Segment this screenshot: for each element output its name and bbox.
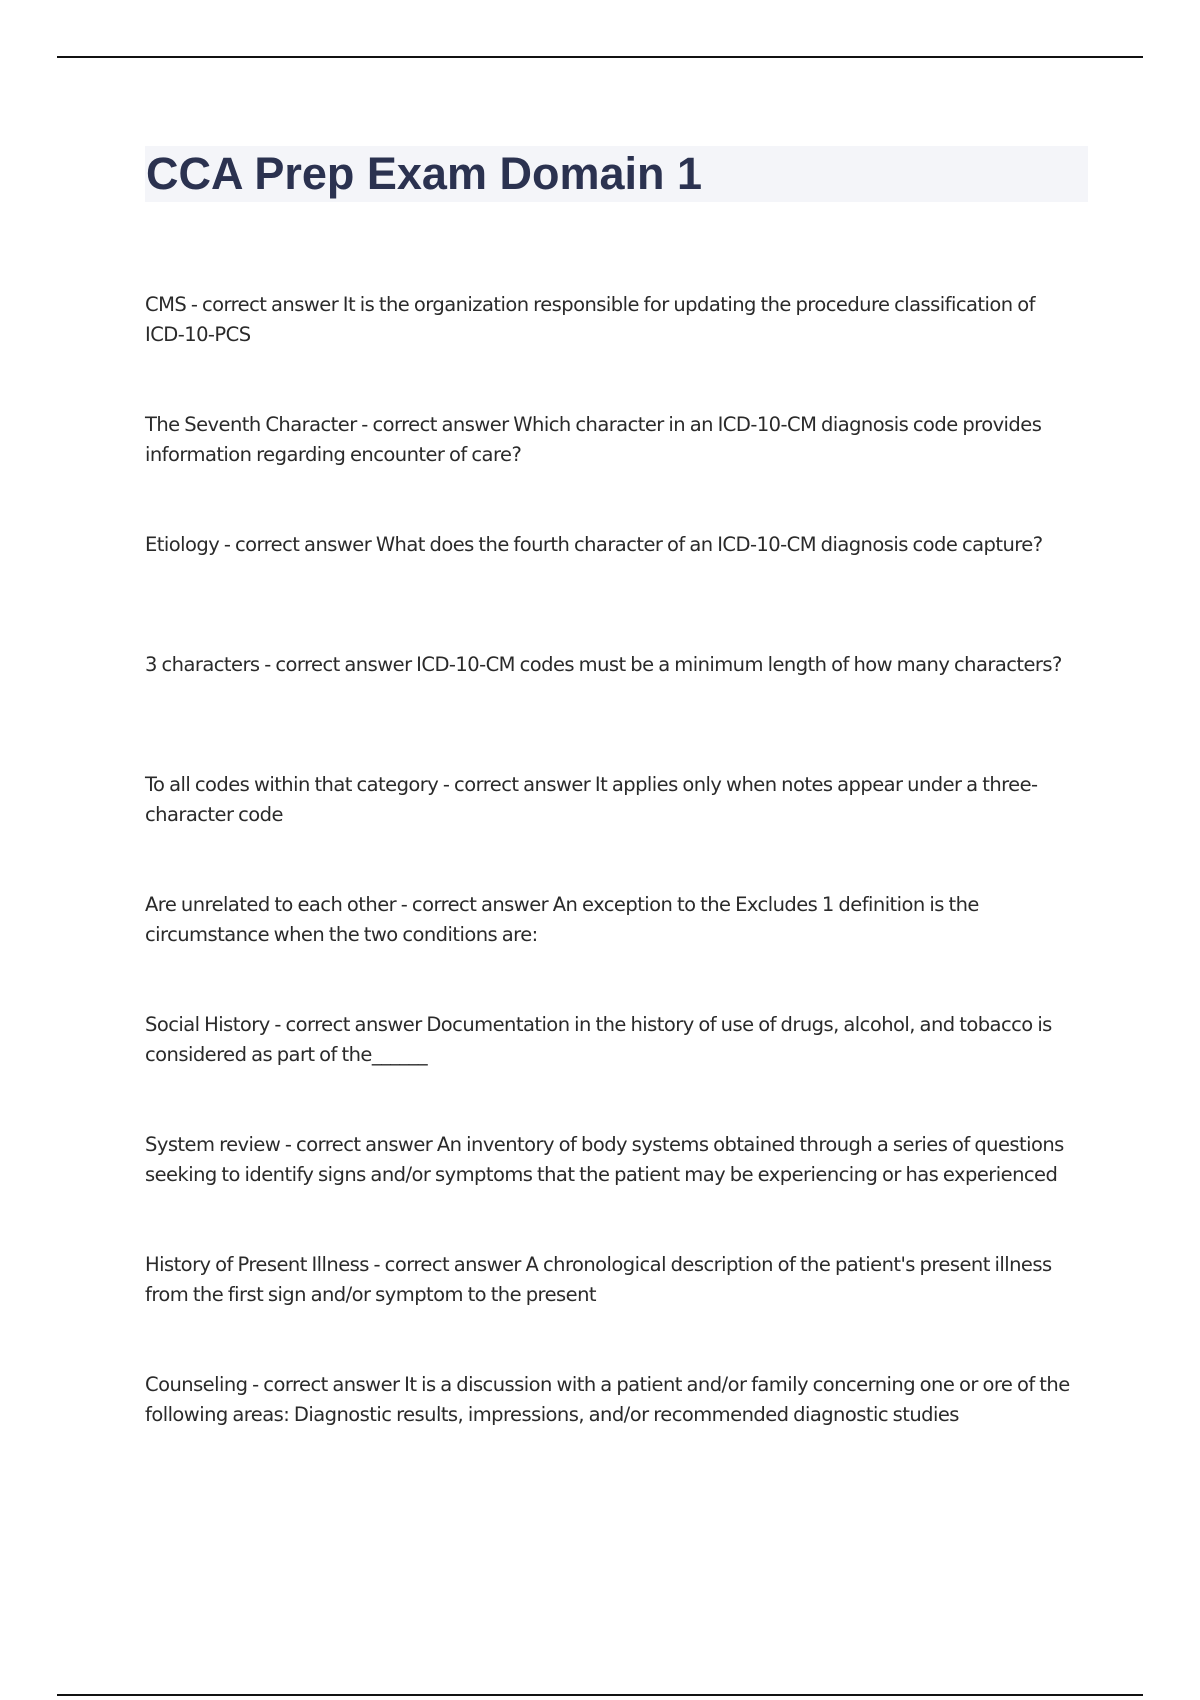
document-title: CCA Prep Exam Domain 1 <box>146 148 702 199</box>
qa-entry-three-characters: 3 characters - correct answer ICD-10-CM codes must be a minimum length of how many characters? <box>145 653 1062 676</box>
qa-list <box>145 290 1075 1490</box>
qa-entry-seventh-character: The Seventh Character - correct answer Which character in an ICD-10-CM diagnosis code provides information regarding encounter of care? <box>145 413 1042 466</box>
qa-entry-social-history: Social History - correct answer Documentation in the history of use of drugs, alcohol, and tobacco is considered as part of the______ <box>145 1013 1052 1066</box>
qa-entry-all-codes-category: To all codes within that category - correct answer It applies only when notes appear under a three-character code <box>145 773 1038 826</box>
qa-entry-counseling: Counseling - correct answer It is a discussion with a patient and/or family concerning one or ore of the following areas: Diagnostic results, impressions, and/or recommended diagnostic studies <box>145 1373 1070 1426</box>
top-divider <box>57 56 1143 58</box>
qa-entry-cms: CMS - correct answer It is the organization responsible for updating the procedure classification of ICD-10-PCS <box>145 293 1035 346</box>
qa-entry-present-illness: History of Present Illness - correct answer A chronological description of the patient's present illness from the first sign and/or symptom to the present <box>145 1253 1052 1306</box>
qa-entry-system-review: System review - correct answer An inventory of body systems obtained through a series of questions seeking to identify signs and/or symptoms that the patient may be experiencing or has experienced <box>145 1133 1064 1186</box>
qa-entry-etiology: Etiology - correct answer What does the fourth character of an ICD-10-CM diagnosis code capture? <box>145 533 1043 556</box>
qa-entry-excludes-exception: Are unrelated to each other - correct answer An exception to the Excludes 1 definition is the circumstance when the two conditions are: <box>145 893 979 946</box>
bottom-divider <box>57 1694 1143 1696</box>
